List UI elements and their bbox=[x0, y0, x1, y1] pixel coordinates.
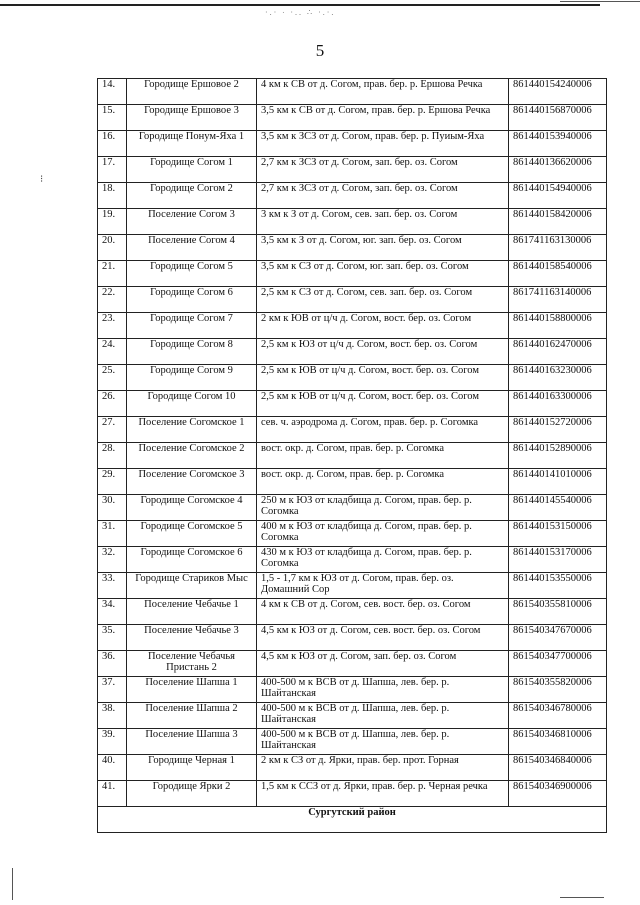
registry-code: 861540346900006 bbox=[509, 781, 607, 807]
registry-code: 861540347670006 bbox=[509, 625, 607, 651]
table-row bbox=[98, 469, 607, 495]
margin-mark: ⁝ bbox=[40, 174, 44, 185]
monument-name: Городище Согомское 6 bbox=[127, 547, 257, 573]
registry-code: 861440163300006 bbox=[509, 391, 607, 417]
table-row bbox=[98, 365, 607, 391]
registry-code: 861540355820006 bbox=[509, 677, 607, 703]
row-number: 34. bbox=[98, 599, 127, 625]
monument-name: Городище Согом 1 bbox=[127, 157, 257, 183]
registry-code: 861440145540006 bbox=[509, 495, 607, 521]
monument-name: Поселение Согом 4 bbox=[127, 235, 257, 261]
registry-code: 861440158800006 bbox=[509, 313, 607, 339]
registry-code: 861440153170006 bbox=[509, 547, 607, 573]
monument-name: Поселение Согом 3 bbox=[127, 209, 257, 235]
row-number: 36. bbox=[98, 651, 127, 677]
row-number: 39. bbox=[98, 729, 127, 755]
row-number: 24. bbox=[98, 339, 127, 365]
monument-location: 3,5 км к ЗСЗ от д. Согом, прав. бер. р. Пуиым-Яха bbox=[257, 131, 509, 157]
monument-location: 2,5 км к СЗ от д. Согом, сев. зап. бер. оз. Согом bbox=[257, 287, 509, 313]
row-number: 21. bbox=[98, 261, 127, 287]
registry-code: 861440158420006 bbox=[509, 209, 607, 235]
registry-code: 861440162470006 bbox=[509, 339, 607, 365]
monument-name: Поселение Согомское 3 bbox=[127, 469, 257, 495]
row-number: 19. bbox=[98, 209, 127, 235]
monument-location: 400 м к ЮЗ от кладбища д. Согом, прав. бер. р. Согомка bbox=[257, 521, 509, 547]
faint-stamp-noise: ·.· ∙ ·.. ∴ ·.·. bbox=[265, 8, 336, 17]
row-number: 30. bbox=[98, 495, 127, 521]
monument-name: Поселение Чебачье 3 bbox=[127, 625, 257, 651]
registry-code: 861440158540006 bbox=[509, 261, 607, 287]
registry-code: 861440141010006 bbox=[509, 469, 607, 495]
margin-line bbox=[12, 868, 13, 900]
monument-name: Городище Ершовое 3 bbox=[127, 105, 257, 131]
monument-name: Городище Согом 8 bbox=[127, 339, 257, 365]
table-row bbox=[98, 781, 607, 807]
monument-name: Поселение Шапша 1 bbox=[127, 677, 257, 703]
monument-location: 4 км к СВ от д. Согом, прав. бер. р. Ершова Речка bbox=[257, 79, 509, 105]
table-row bbox=[98, 599, 607, 625]
monument-location: 3,5 км к З от д. Согом, юг. зап. бер. оз. Согом bbox=[257, 235, 509, 261]
registry-code: 861440152890006 bbox=[509, 443, 607, 469]
registry-code: 861440156870006 bbox=[509, 105, 607, 131]
row-number: 35. bbox=[98, 625, 127, 651]
monument-location: вост. окр. д. Согом, прав. бер. р. Согомка bbox=[257, 443, 509, 469]
row-number: 37. bbox=[98, 677, 127, 703]
monument-name: Городище Согом 5 bbox=[127, 261, 257, 287]
table-row bbox=[98, 625, 607, 651]
registry-code: 861440154940006 bbox=[509, 183, 607, 209]
monument-location: 4,5 км к ЮЗ от д. Согом, сев. вост. бер. оз. Согом bbox=[257, 625, 509, 651]
table-row bbox=[98, 391, 607, 417]
monument-location: 3 км к З от д. Согом, сев. зап. бер. оз. Согом bbox=[257, 209, 509, 235]
row-number: 41. bbox=[98, 781, 127, 807]
monument-name: Городище Черная 1 bbox=[127, 755, 257, 781]
table-row bbox=[98, 651, 607, 677]
table-row bbox=[98, 287, 607, 313]
table-row bbox=[98, 417, 607, 443]
monument-name: Городище Согом 9 bbox=[127, 365, 257, 391]
monument-name: Поселение Согомское 1 bbox=[127, 417, 257, 443]
scan-edge-line bbox=[0, 4, 600, 6]
registry-code: 861540346780006 bbox=[509, 703, 607, 729]
monument-location: сев. ч. аэродрома д. Согом, прав. бер. р. Согомка bbox=[257, 417, 509, 443]
monument-name: Городище Ярки 2 bbox=[127, 781, 257, 807]
row-number: 23. bbox=[98, 313, 127, 339]
registry-code: 861440153550006 bbox=[509, 573, 607, 599]
monument-location: 2,5 км к ЮВ от ц/ч д. Согом, вост. бер. оз. Согом bbox=[257, 365, 509, 391]
registry-code: 861540346810006 bbox=[509, 729, 607, 755]
monument-location: 2,7 км к ЗСЗ от д. Согом, зап. бер. оз. Согом bbox=[257, 183, 509, 209]
row-number: 27. bbox=[98, 417, 127, 443]
row-number: 18. bbox=[98, 183, 127, 209]
monument-location: 2,5 км к ЮВ от ц/ч д. Согом, вост. бер. оз. Согом bbox=[257, 391, 509, 417]
monument-name: Поселение Чебачья Пристань 2 bbox=[127, 651, 257, 677]
registry-code: 861540347700006 bbox=[509, 651, 607, 677]
monument-location: 4 км к СВ от д. Согом, сев. вост. бер. оз. Согом bbox=[257, 599, 509, 625]
row-number: 14. bbox=[98, 79, 127, 105]
row-number: 28. bbox=[98, 443, 127, 469]
monument-name: Городище Согомское 5 bbox=[127, 521, 257, 547]
monument-name: Поселение Согомское 2 bbox=[127, 443, 257, 469]
monument-name: Городище Согом 6 bbox=[127, 287, 257, 313]
table-row bbox=[98, 313, 607, 339]
monument-location: 400-500 м к ВСВ от д. Шапша, лев. бер. р. Шайтанская bbox=[257, 729, 509, 755]
scan-edge-line-right bbox=[560, 1, 640, 2]
monument-location: 430 м к ЮЗ от кладбища д. Согом, прав. бер. р. Согомка bbox=[257, 547, 509, 573]
monument-location: 400-500 м к ВСВ от д. Шапша, лев. бер. р. Шайтанская bbox=[257, 677, 509, 703]
registry-code: 861540355810006 bbox=[509, 599, 607, 625]
row-number: 20. bbox=[98, 235, 127, 261]
monument-location: вост. окр. д. Согом, прав. бер. р. Согомка bbox=[257, 469, 509, 495]
table-row bbox=[98, 183, 607, 209]
monument-name: Городище Согом 7 bbox=[127, 313, 257, 339]
monuments-table bbox=[97, 78, 607, 833]
registry-code: 861440154240006 bbox=[509, 79, 607, 105]
row-number: 33. bbox=[98, 573, 127, 599]
table-row bbox=[98, 105, 607, 131]
monument-location: 3,5 км к СВ от д. Согом, прав. бер. р. Ершова Речка bbox=[257, 105, 509, 131]
row-number: 16. bbox=[98, 131, 127, 157]
monument-name: Городище Стариков Мыс bbox=[127, 573, 257, 599]
table-row bbox=[98, 235, 607, 261]
monument-name: Городище Ершовое 2 bbox=[127, 79, 257, 105]
monument-location: 2,7 км к ЗСЗ от д. Согом, зап. бер. оз. Согом bbox=[257, 157, 509, 183]
registry-code: 861540346840006 bbox=[509, 755, 607, 781]
registry-code: 861440153940006 bbox=[509, 131, 607, 157]
monument-location: 4,5 км к ЮЗ от д. Согом, зап. бер. оз. Согом bbox=[257, 651, 509, 677]
row-number: 17. bbox=[98, 157, 127, 183]
row-number: 25. bbox=[98, 365, 127, 391]
monument-name: Поселение Шапша 3 bbox=[127, 729, 257, 755]
table-row bbox=[98, 443, 607, 469]
row-number: 22. bbox=[98, 287, 127, 313]
row-number: 26. bbox=[98, 391, 127, 417]
monument-name: Городище Согомское 4 bbox=[127, 495, 257, 521]
monument-name: Городище Согом 10 bbox=[127, 391, 257, 417]
table-row bbox=[98, 79, 607, 105]
table-row bbox=[98, 261, 607, 287]
row-number: 15. bbox=[98, 105, 127, 131]
registry-code: 861440153150006 bbox=[509, 521, 607, 547]
table-row bbox=[98, 521, 607, 547]
monument-location: 400-500 м к ВСВ от д. Шапша, лев. бер. р. Шайтанская bbox=[257, 703, 509, 729]
table-row bbox=[98, 677, 607, 703]
table-row bbox=[98, 157, 607, 183]
monument-location: 2,5 км к ЮЗ от ц/ч д. Согом, вост. бер. оз. Согом bbox=[257, 339, 509, 365]
table-row bbox=[98, 339, 607, 365]
table-row bbox=[98, 703, 607, 729]
registry-code: 861741163140006 bbox=[509, 287, 607, 313]
table-row bbox=[98, 729, 607, 755]
row-number: 32. bbox=[98, 547, 127, 573]
registry-code: 861440163230006 bbox=[509, 365, 607, 391]
monument-location: 3,5 км к СЗ от д. Согом, юг. зап. бер. оз. Согом bbox=[257, 261, 509, 287]
monument-location: 2 км к ЮВ от ц/ч д. Согом, вост. бер. оз. Согом bbox=[257, 313, 509, 339]
table-row bbox=[98, 573, 607, 599]
monument-location: 2 км к СЗ от д. Ярки, прав. бер. прот. Горная bbox=[257, 755, 509, 781]
section-row bbox=[98, 807, 607, 833]
row-number: 40. bbox=[98, 755, 127, 781]
page-number: 5 bbox=[315, 41, 325, 60]
row-number: 38. bbox=[98, 703, 127, 729]
registry-code: 861440152720006 bbox=[509, 417, 607, 443]
row-number: 31. bbox=[98, 521, 127, 547]
monument-name: Поселение Шапша 2 bbox=[127, 703, 257, 729]
monument-name: Поселение Чебачье 1 bbox=[127, 599, 257, 625]
table-row bbox=[98, 209, 607, 235]
table-row bbox=[98, 495, 607, 521]
monument-name: Городище Согом 2 bbox=[127, 183, 257, 209]
section-heading: Сургутский район bbox=[98, 807, 607, 833]
table-row bbox=[98, 755, 607, 781]
table-row bbox=[98, 131, 607, 157]
registry-code: 861741163130006 bbox=[509, 235, 607, 261]
registry-code: 861440136620006 bbox=[509, 157, 607, 183]
table-row bbox=[98, 547, 607, 573]
monument-location: 250 м к ЮЗ от кладбища д. Согом, прав. бер. р. Согомка bbox=[257, 495, 509, 521]
row-number: 29. bbox=[98, 469, 127, 495]
monument-location: 1,5 км к ССЗ от д. Ярки, прав. бер. р. Черная речка bbox=[257, 781, 509, 807]
monuments-table-body bbox=[98, 79, 607, 833]
monument-name: Городище Понум-Яха 1 bbox=[127, 131, 257, 157]
bottom-line bbox=[560, 897, 604, 898]
monument-location: 1,5 - 1,7 км к ЮЗ от д. Согом, прав. бер. оз. Домашний Сор bbox=[257, 573, 509, 599]
